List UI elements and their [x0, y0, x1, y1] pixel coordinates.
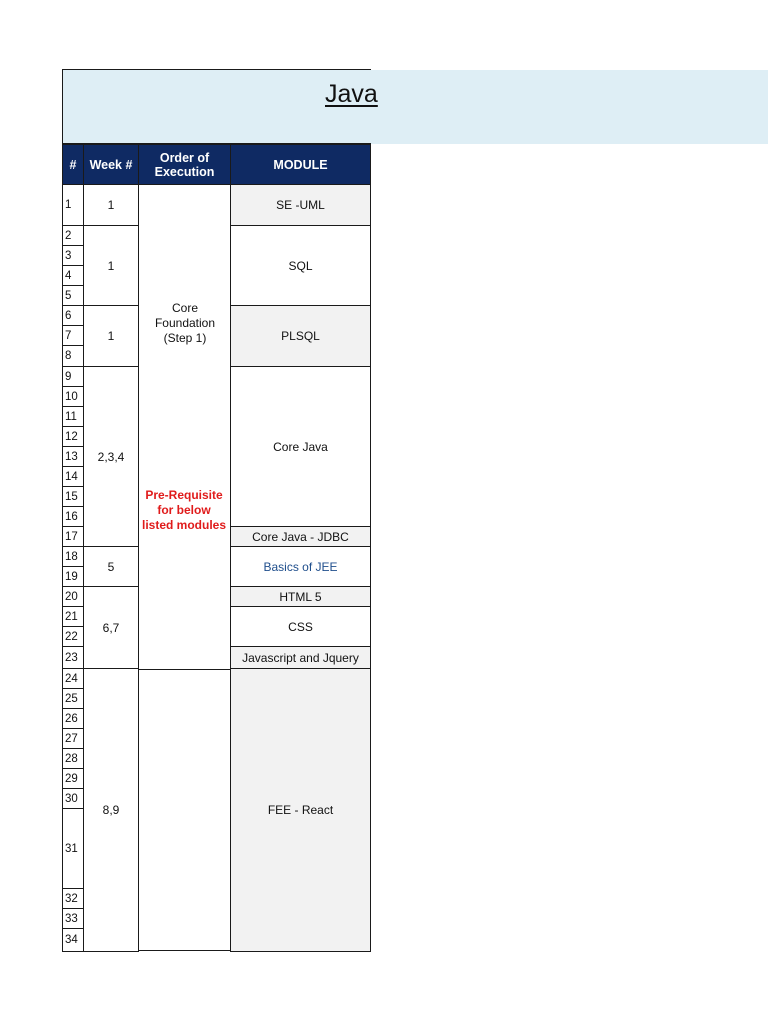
row-number-cell[interactable]: 5 [62, 285, 84, 306]
module-cell[interactable]: Javascript and Jquery [230, 646, 371, 669]
order-core-cell[interactable] [138, 184, 231, 670]
row-number-cell[interactable]: 32 [62, 888, 84, 909]
row-number-cell[interactable]: 23 [62, 646, 84, 669]
week-cell[interactable]: 1 [83, 305, 139, 367]
page-title: Java [325, 80, 378, 108]
week-cell[interactable]: 6,7 [83, 586, 139, 669]
module-cell[interactable]: Core Java [230, 366, 371, 527]
module-cell[interactable]: HTML 5 [230, 586, 371, 607]
week-cell[interactable]: 1 [83, 225, 139, 306]
week-cell[interactable]: 5 [83, 546, 139, 587]
row-number-cell[interactable]: 11 [62, 406, 84, 427]
module-cell[interactable]: Core Java - JDBC [230, 526, 371, 547]
row-number-cell[interactable]: 28 [62, 748, 84, 769]
title-band [371, 70, 768, 144]
module-cell[interactable]: FEE - React [230, 668, 371, 952]
module-cell[interactable]: SQL [230, 225, 371, 306]
row-number-cell[interactable]: 15 [62, 486, 84, 507]
header-order[interactable]: Order of Execution [138, 144, 231, 185]
row-number-cell[interactable]: 21 [62, 606, 84, 627]
module-cell[interactable]: PLSQL [230, 305, 371, 367]
header-week[interactable]: Week # [83, 144, 139, 185]
row-number-cell[interactable]: 25 [62, 688, 84, 709]
row-number-cell[interactable]: 16 [62, 506, 84, 527]
row-number-cell[interactable]: 7 [62, 325, 84, 346]
header-module[interactable]: MODULE [230, 144, 371, 185]
row-number-cell[interactable]: 12 [62, 426, 84, 447]
row-number-cell[interactable]: 34 [62, 928, 84, 952]
row-number-cell[interactable]: 9 [62, 366, 84, 387]
row-number-cell[interactable]: 6 [62, 305, 84, 326]
row-number-cell[interactable]: 27 [62, 728, 84, 749]
title-cell[interactable] [62, 69, 378, 144]
module-cell[interactable]: Basics of JEE [230, 546, 371, 587]
module-cell[interactable]: CSS [230, 606, 371, 647]
order-next-cell[interactable] [138, 669, 231, 951]
row-number-cell[interactable]: 20 [62, 586, 84, 607]
row-number-cell[interactable]: 29 [62, 768, 84, 789]
row-number-cell[interactable]: 3 [62, 245, 84, 266]
row-number-cell[interactable]: 4 [62, 265, 84, 286]
week-cell[interactable]: 1 [83, 184, 139, 226]
row-number-cell[interactable]: 1 [62, 184, 84, 226]
row-number-cell[interactable]: 17 [62, 526, 84, 547]
prereq-note: Pre-Requisite for below listed modules [141, 488, 227, 532]
row-number-cell[interactable]: 14 [62, 466, 84, 487]
header-num[interactable]: # [62, 144, 84, 185]
module-cell[interactable]: SE -UML [230, 184, 371, 226]
row-number-cell[interactable]: 8 [62, 345, 84, 367]
row-number-cell[interactable]: 26 [62, 708, 84, 729]
order-core-label: Core Foundation (Step 1) [154, 301, 216, 345]
row-number-cell[interactable]: 10 [62, 386, 84, 407]
week-cell[interactable]: 2,3,4 [83, 366, 139, 547]
row-number-cell[interactable]: 33 [62, 908, 84, 929]
row-number-cell[interactable]: 24 [62, 668, 84, 689]
row-number-cell[interactable]: 2 [62, 225, 84, 246]
row-number-cell[interactable]: 30 [62, 788, 84, 809]
row-number-cell[interactable]: 18 [62, 546, 84, 567]
row-number-cell[interactable]: 13 [62, 446, 84, 467]
week-cell[interactable]: 8,9 [83, 668, 139, 952]
row-number-cell[interactable]: 19 [62, 566, 84, 587]
row-number-cell[interactable]: 31 [62, 808, 84, 889]
row-number-cell[interactable]: 22 [62, 626, 84, 647]
